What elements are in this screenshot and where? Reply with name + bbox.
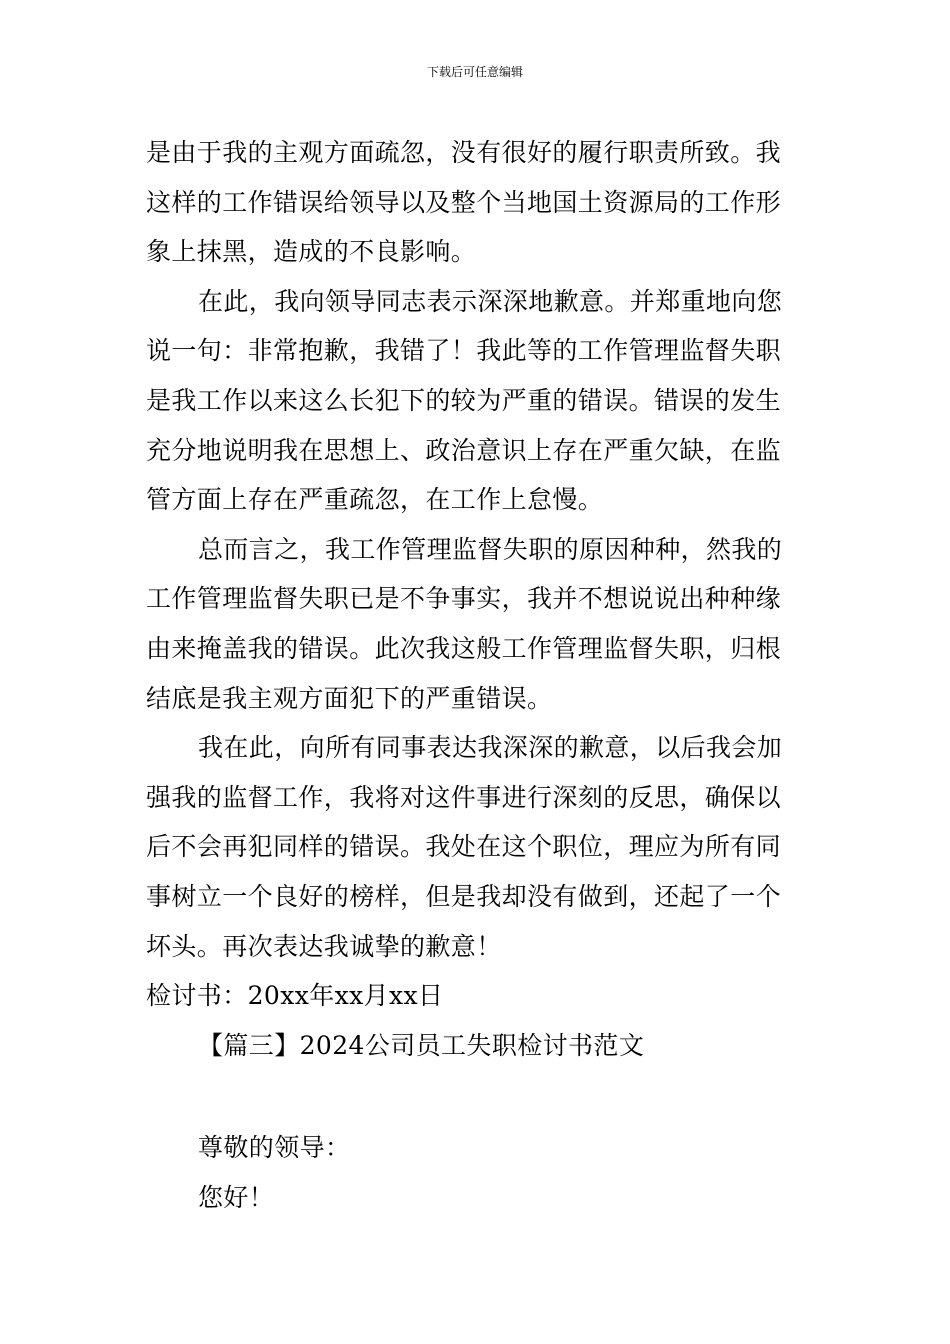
body-line: 我在此，向所有同事表达我深深的歉意，以后我会加 xyxy=(198,733,783,763)
body-line: 工作管理监督失职已是不争事实，我并不想说说出种种缘 xyxy=(146,584,782,614)
page-header-note: 下载后可任意编辑 xyxy=(426,65,523,79)
review-date-line: 检讨书：20xx年xx月xx日 xyxy=(146,981,444,1011)
body-line: 由来掩盖我的错误。此次我这般工作管理监督失职，归根 xyxy=(146,633,782,663)
body-line: 象上抹黑，造成的不良影响。 xyxy=(146,237,477,267)
body-line: 总而言之，我工作管理监督失职的原因种种，然我的 xyxy=(198,534,783,564)
body-line: 坏头。再次表达我诚挚的歉意！ xyxy=(146,931,502,961)
greeting-line: 尊敬的领导： xyxy=(198,1133,351,1163)
body-line: 是我工作以来这么长犯下的较为严重的错误。错误的发生 xyxy=(146,385,782,415)
body-line: 强我的监督工作，我将对这件事进行深刻的反思，确保以 xyxy=(146,782,782,812)
section-title: 【篇三】2024公司员工失职检讨书范文 xyxy=(198,1030,645,1060)
body-line: 后不会再犯同样的错误。我处在这个职位，理应为所有同 xyxy=(146,832,782,862)
body-line: 是由于我的主观方面疏忽，没有很好的履行职责所致。我 xyxy=(146,138,782,167)
document-body xyxy=(146,128,806,1222)
body-line: 事树立一个良好的榜样，但是我却没有做到，还起了一个 xyxy=(146,881,782,911)
salutation-line: 您好！ xyxy=(198,1182,275,1212)
body-line: 说一句：非常抱歉，我错了！我此等的工作管理监督失职 xyxy=(146,336,782,366)
body-line: 管方面上存在严重疏忽，在工作上怠慢。 xyxy=(146,485,604,515)
body-line: 充分地说明我在思想上、政治意识上存在严重欠缺，在监 xyxy=(146,435,782,465)
body-line: 这样的工作错误给领导以及整个当地国土资源局的工作形 xyxy=(146,187,782,217)
blank-line xyxy=(146,1070,806,1123)
body-line: 结底是我主观方面犯下的严重错误。 xyxy=(146,683,553,713)
body-line: 在此，我向领导同志表示深深地歉意。并郑重地向您 xyxy=(198,286,783,316)
